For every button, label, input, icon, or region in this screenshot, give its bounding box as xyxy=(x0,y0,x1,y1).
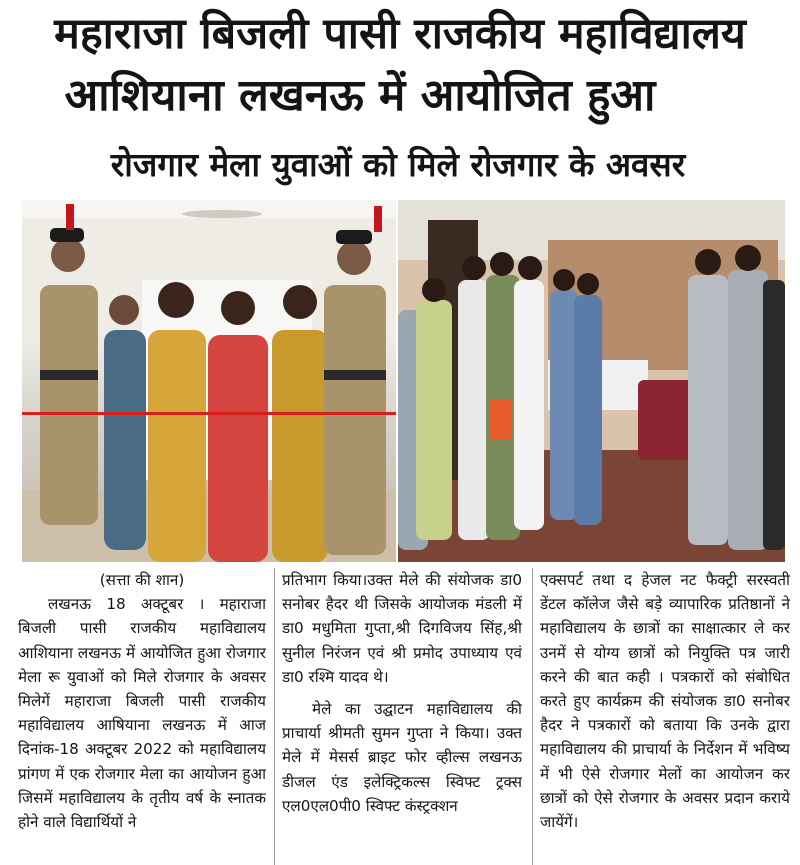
subheadline: रोजगार मेला युवाओं को मिले रोजगार के अवसर xyxy=(110,145,686,184)
article-column-2 xyxy=(282,568,522,865)
article-paragraph: प्रतिभाग किया।उक्त मेले की संयोजक डा0 सनोबर हैदर थी जिसके आयोजक मंडली में डा0 मधुमिता गुप्ता,श्री दिगविजय सिंह,श्री सुनील निरंजन एवं श्री प्रमोद उपाध्याय एवं डा0 रश्मि यादव थे। xyxy=(282,571,522,686)
article-paragraph: एक्सपर्ट तथा द हेजल नट फैक्ट्री सरस्वती डेंटल कॉलेज जैसे बड़े व्यापारिक प्रतिष्ठानों ने महाविद्यालय के छात्रों का साक्षात्कार ले कर उनमें से योग्य छात्रों को नियुक्ति पत्र जारी करने की बात कही । पत्रकारों को संबोधित करते हुए कार्यक्रम की संयोजक डा0 सनोबर हैदर ने पत्रकारों को बताया कि उनके द्वारा महाविद्यालय की प्राचार्या के निर्देशन में भविष्य में भी ऐसे रोजगार मेलों का आयोजन कर छात्रों को ऐसे रोजगार के अवसर प्रदान कराये जायेंगें। xyxy=(540,571,790,832)
column-rule xyxy=(532,568,533,865)
photo-interview-queue xyxy=(398,200,785,562)
headline-line-1: महाराजा बिजली पासी राजकीय महाविद्यालय xyxy=(54,9,746,59)
photo-interview-queue-illustration xyxy=(398,200,785,562)
headline-line-2: आशियाना लखनऊ में आयोजित हुआ xyxy=(64,70,656,121)
photo-ribbon-cutting-illustration xyxy=(22,200,396,562)
photo-ribbon-cutting xyxy=(22,200,396,562)
article-paragraph: लखनऊ 18 अक्टूबर । महाराजा बिजली पासी राजकीय महाविद्यालय आशियाना लखनऊ में आयोजित हुआ रोजगार मेला रू युवाओं को मिले रोजगार के अवसर मिलेगें महाराजा बिजली पासी राजकीय महाविद्यालय आषियाना लखनऊ में आज दिनांक-18 अक्टूबर 2022 को महाविद्यालय प्रांगण में एक रोजगार मेला का आयोजन हुआ जिसमें महाविद्यालय के तृतीय वर्ष के स्नातक होने वाले विद्यार्थियों ने xyxy=(18,595,266,832)
byline: (सत्ता की शान) xyxy=(99,571,185,589)
article-paragraph: मेले का उद्घाटन महाविद्यालय की प्राचार्या श्रीमती सुमन गुप्ता ने किया। उक्त मेले में मेसर्स ब्राइट फोर व्हील्स लखनऊ डीजल एंड इलेक्ट्रिकल्स स्विफ्ट ट्रक्स एल0एल0पी0 स्विफ्ट कंस्ट्रक्शन xyxy=(282,700,522,815)
article-column-3 xyxy=(540,568,790,865)
article-column-1 xyxy=(18,568,266,865)
column-rule xyxy=(274,568,275,865)
